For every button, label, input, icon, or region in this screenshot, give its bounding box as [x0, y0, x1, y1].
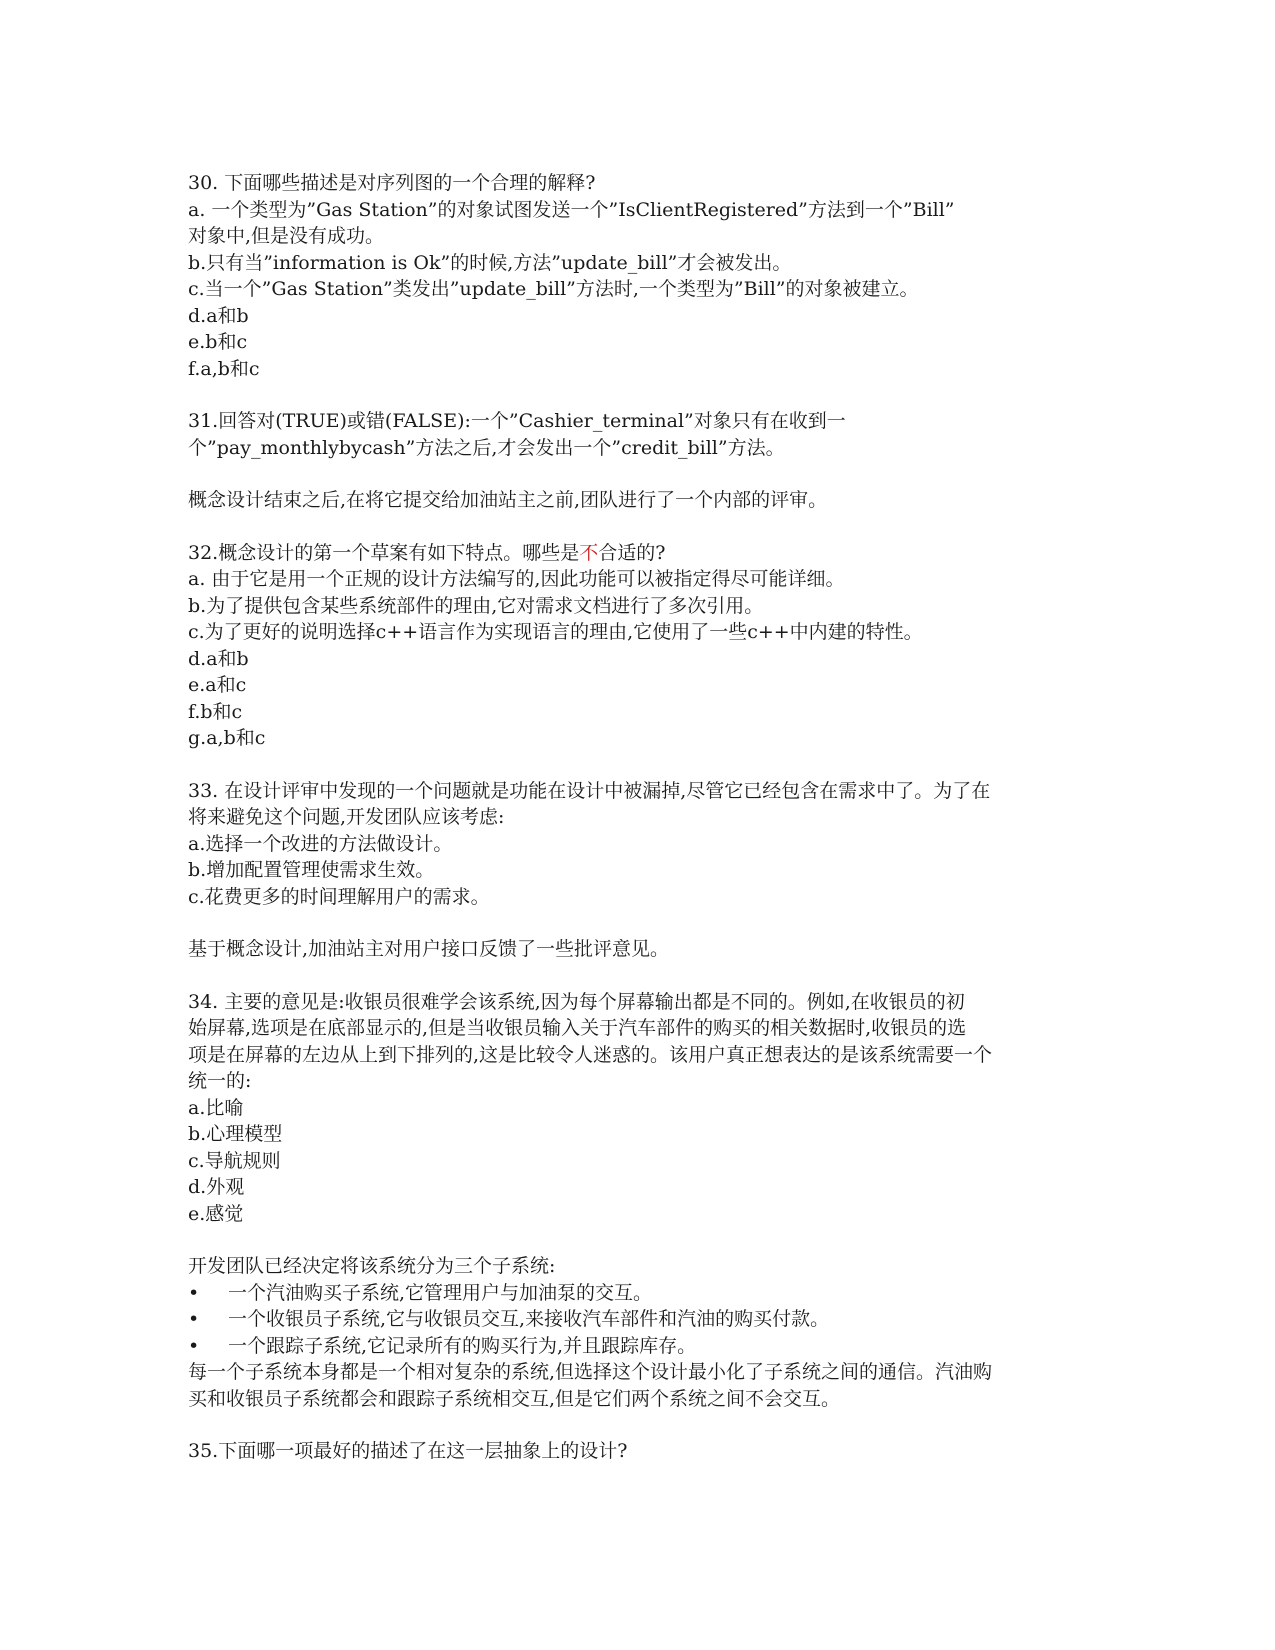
- option-a: a.比喻: [188, 1096, 244, 1119]
- question-title: 35.下面哪一项最好的描述了在这一层抽象上的设计?: [188, 1440, 628, 1462]
- option-f: f.b和c: [188, 700, 243, 723]
- question-text-line-1: 31.回答对(TRUE)或错(FALSE):一个”Cashier_terminal”对象只有在收到一: [188, 410, 846, 432]
- option-b: b.增加配置管理使需求生效。: [188, 859, 435, 881]
- bullet-item: [188, 1306, 1108, 1333]
- option-d: d.a和b: [188, 647, 249, 670]
- question-32: [188, 540, 1108, 752]
- bullet-item: [188, 1333, 1108, 1360]
- question-text-line-4: 统一的:: [188, 1070, 252, 1092]
- subsystems-paragraph-line-1: 每一个子系统本身都是一个相对复杂的系统,但选择这个设计最小化了子系统之间的通信。汽油购: [188, 1361, 993, 1383]
- bullet-item: [188, 1280, 1108, 1307]
- option-d: d.外观: [188, 1176, 245, 1198]
- bullet-text: 一个跟踪子系统,它记录所有的购买行为,并且跟踪库存。: [228, 1334, 697, 1357]
- subsystems-intro: 开发团队已经决定将该系统分为三个子系统:: [188, 1255, 556, 1277]
- question-34: [188, 989, 1108, 1228]
- option-e: e.b和c: [188, 331, 248, 353]
- question-title: [188, 540, 1108, 567]
- option-c: c.花费更多的时间理解用户的需求。: [188, 885, 490, 908]
- question-text-line-2: 个”pay_monthlybycash”方法之后,才会发出一个”credit_bill”方法。: [188, 436, 785, 459]
- question-33: [188, 778, 1108, 911]
- question-35: [188, 1438, 1108, 1465]
- bullet-icon: •: [188, 1334, 200, 1357]
- bullet-icon: •: [188, 1281, 200, 1304]
- option-a: a.选择一个改进的方法做设计。: [188, 832, 453, 855]
- option-c: c.当一个”Gas Station”类发出”update_bill”方法时,一个类型为”Bill”的对象被建立。: [188, 278, 919, 300]
- option-c: c.为了更好的说明选择c++语言作为实现语言的理由,它使用了一些c++中内建的特性。: [188, 621, 923, 643]
- option-c: c.导航规则: [188, 1149, 281, 1172]
- question-text-line-3: 项是在屏幕的左边从上到下排列的,这是比较令人迷惑的。该用户真正想表达的是该系统需要一个: [188, 1043, 993, 1066]
- question-text-line-1: 33. 在设计评审中发现的一个问题就是功能在设计中被漏掉,尽管它已经包含在需求中了。为了在: [188, 779, 991, 802]
- option-d: d.a和b: [188, 304, 249, 327]
- option-f: f.a,b和c: [188, 357, 260, 380]
- question-text-line-2: 始屏幕,选项是在底部显示的,但是当收银员输入关于汽车部件的购买的相关数据时,收银员的选: [188, 1017, 967, 1039]
- question-title: 30. 下面哪些描述是对序列图的一个合理的解释?: [188, 172, 596, 194]
- question-30: [188, 170, 1108, 382]
- option-b: b.为了提供包含某些系统部件的理由,它对需求文档进行了多次引用。: [188, 594, 764, 617]
- bullet-text: 一个收银员子系统,它与收银员交互,来接收汽车部件和汽油的购买付款。: [228, 1308, 830, 1330]
- option-a-continued: 对象中,但是没有成功。: [188, 225, 385, 247]
- option-b: b.只有当”information is Ok”的时候,方法”update_bill”才会被发出。: [188, 251, 792, 274]
- context-paragraph: 基于概念设计,加油站主对用户接口反馈了一些批评意见。: [188, 938, 670, 960]
- subsystems-section: [188, 1253, 1108, 1412]
- option-e: e.感觉: [188, 1202, 244, 1225]
- option-a: a. 由于它是用一个正规的设计方法编写的,因此功能可以被指定得尽可能详细。: [188, 568, 845, 590]
- highlighted-word: 不: [579, 541, 599, 564]
- option-e: e.a和c: [188, 674, 247, 696]
- option-g: g.a,b和c: [188, 727, 266, 749]
- title-prefix: 32.概念设计的第一个草案有如下特点。哪些是: [188, 541, 580, 564]
- question-text-line-2: 将来避免这个问题,开发团队应该考虑:: [188, 806, 505, 828]
- context-paragraph: 概念设计结束之后,在将它提交给加油站主之前,团队进行了一个内部的评审。: [188, 489, 828, 511]
- question-text-line-1: 34. 主要的意见是:收银员很难学会该系统,因为每个屏幕输出都是不同的。例如,在收银员的初: [188, 990, 965, 1013]
- question-31: [188, 408, 1108, 461]
- document-page: [188, 170, 1108, 1465]
- subsystems-paragraph-line-2: 买和收银员子系统都会和跟踪子系统相交互,但是它们两个系统之间不会交互。: [188, 1387, 841, 1410]
- bullet-icon: •: [188, 1308, 200, 1330]
- option-b: b.心理模型: [188, 1123, 283, 1145]
- option-a: a. 一个类型为”Gas Station”的对象试图发送一个”IsClientRegistered”方法到一个”Bill”: [188, 198, 955, 221]
- title-suffix: 合适的?: [598, 541, 666, 564]
- bullet-text: 一个汽油购买子系统,它管理用户与加油泵的交互。: [228, 1281, 653, 1304]
